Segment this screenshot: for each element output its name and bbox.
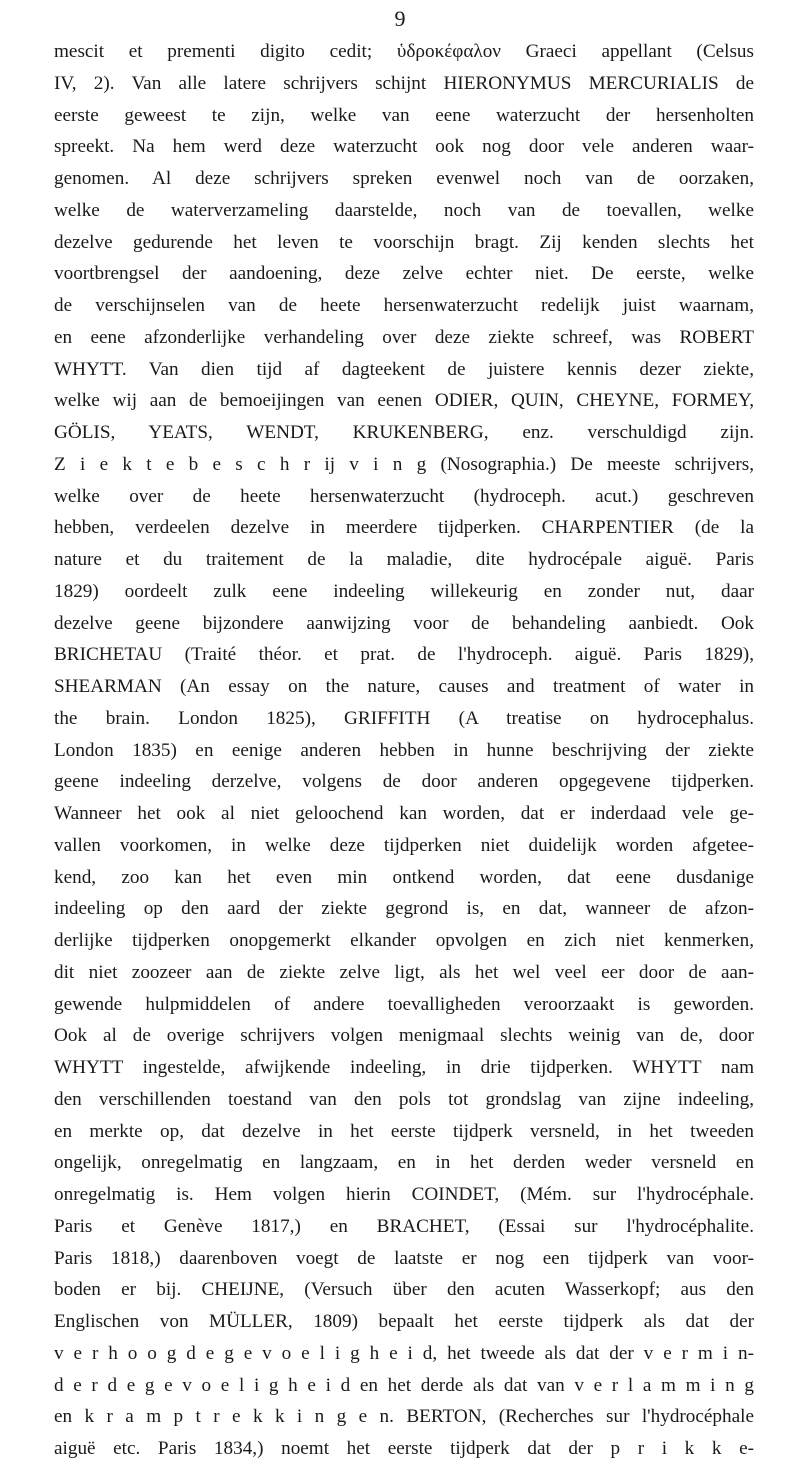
text-line: hebben, verdeelen dezelve in meerdere tijdperken. CHARPENTIER (de la <box>54 517 754 539</box>
body-text <box>54 36 754 1465</box>
text-line: onregelmatig is. Hem volgen hierin COINDET, (Mém. sur l'hydrocéphale. <box>54 1184 754 1205</box>
text-line: aiguë etc. Paris 1834,) noemt het eerste tijdperk dat der p r i k k e- <box>54 1438 754 1459</box>
text-line: gewende hulpmiddelen of andere toevalligheden veroorzaakt is geworden. <box>54 993 754 1015</box>
text-line: en merkte op, dat dezelve in het eerste tijdperk versneld, in het tweeden <box>54 1120 754 1142</box>
text-line: IV, 2). Van alle latere schrijvers schijnt HIERONYMUS MERCURIALIS de <box>54 72 754 94</box>
text-line: de verschijnselen van de heete hersenwaterzucht redelijk juist waarnam, <box>54 295 754 316</box>
text-line: ongelijk, onregelmatig en langzaam, en in het derden weder versneld en <box>54 1152 754 1174</box>
text-line: dit niet zoozeer aan de ziekte zelve ligt, als het wel veel eer door de aan- <box>54 961 754 983</box>
text-line: Englischen von MÜLLER, 1809) bepaalt het eerste tijdperk als dat der <box>54 1311 754 1332</box>
text-line: Paris 1818,) daarenboven voegt de laatste er nog een tijdperk van voor- <box>54 1247 754 1269</box>
text-line: mescit et prementi digito cedit; ὑδροκέφαλον Graeci appellant (Celsus <box>54 41 754 62</box>
text-line: den verschillenden toestand van den pols tot grondslag van zijne indeeling, <box>54 1088 754 1110</box>
text-line: genomen. Al deze schrijvers spreken evenwel noch van de oorzaken, <box>54 168 754 189</box>
text-line: geene indeeling derzelve, volgens de door anderen opgegevene tijdperken. <box>54 771 754 793</box>
text-line: Wanneer het ook al niet geloochend kan worden, dat er inderdaad vele ge- <box>54 803 754 824</box>
text-line: Ook al de overige schrijvers volgen menigmaal slechts weinig van de, door <box>54 1025 754 1047</box>
text-line: voortbrengsel der aandoening, deze zelve echter niet. De eerste, welke <box>54 263 754 285</box>
text-line: Z i e k t e b e s c h r ij v i n g (Nosographia.) De meeste schrijvers, <box>54 453 754 475</box>
text-line: eerste geweest te zijn, welke van eene waterzucht der hersenholten <box>54 104 754 126</box>
text-line: London 1835) en eenige anderen hebben in hunne beschrijving der ziekte <box>54 739 754 761</box>
text-line: WHYTT. Van dien tijd af dagteekent de juistere kennis dezer ziekte, <box>54 358 754 380</box>
text-line: dezelve gedurende het leven te voorschijn bragt. Zij kenden slechts het <box>54 231 754 253</box>
text-line: WHYTT ingestelde, afwijkende indeeling, in drie tijdperken. WHYTT nam <box>54 1057 754 1078</box>
text-line: welke wij aan de bemoeijingen van eenen ODIER, QUIN, CHEYNE, FORMEY, <box>54 390 754 412</box>
text-line: v e r h o o g d e g e v o e l i g h e i d, het tweede als dat der v e r m i n- <box>54 1342 754 1364</box>
text-line: derlijke tijdperken onopgemerkt elkander opvolgen en zich niet kenmerken, <box>54 930 754 951</box>
text-line: spreekt. Na hem werd deze waterzucht ook nog door vele anderen waar- <box>54 136 754 158</box>
text-line: the brain. London 1825), GRIFFITH (A treatise on hydrocephalus. <box>54 707 754 729</box>
text-line: dezelve geene bijzondere aanwijzing voor de behandeling aanbiedt. Ook <box>54 612 754 634</box>
text-line: d e r d e g e v o e l i g h e i d en het derde als dat van v e r l a m m i n g <box>54 1374 754 1396</box>
text-line: en k r a m p t r e k k i n g e n. BERTON, (Recherches sur l'hydrocéphale <box>54 1406 754 1428</box>
text-line: BRICHETAU (Traité théor. et prat. de l'hydroceph. aiguë. Paris 1829), <box>54 644 754 666</box>
text-line: Paris et Genève 1817,) en BRACHET, (Essai sur l'hydrocéphalite. <box>54 1215 754 1237</box>
text-line: kend, zoo kan het even min ontkend worden, dat eene dusdanige <box>54 866 754 888</box>
text-line: welke over de heete hersenwaterzucht (hydroceph. acut.) geschreven <box>54 485 754 507</box>
text-line: indeeling op den aard der ziekte gegrond is, en dat, wanneer de afzon- <box>54 898 754 920</box>
text-line: GÖLIS, YEATS, WENDT, KRUKENBERG, enz. verschuldigd zijn. <box>54 422 754 443</box>
text-line: SHEARMAN (An essay on the nature, causes and treatment of water in <box>54 676 754 697</box>
text-line: nature et du traitement de la maladie, dite hydrocépale aiguë. Paris <box>54 549 754 570</box>
page-number: 9 <box>394 6 406 31</box>
text-line: welke de waterverzameling daarstelde, noch van de toevallen, welke <box>54 199 754 221</box>
text-line: en eene afzonderlijke verhandeling over deze ziekte schreef, was ROBERT <box>54 326 754 348</box>
text-line: boden er bij. CHEIJNE, (Versuch über den acuten Wasserkopf; aus den <box>54 1279 754 1301</box>
text-line: 1829) oordeelt zulk eene indeeling willekeurig en zonder nut, daar <box>54 580 754 602</box>
text-line: vallen voorkomen, in welke deze tijdperken niet duidelijk worden afgetee- <box>54 834 754 856</box>
